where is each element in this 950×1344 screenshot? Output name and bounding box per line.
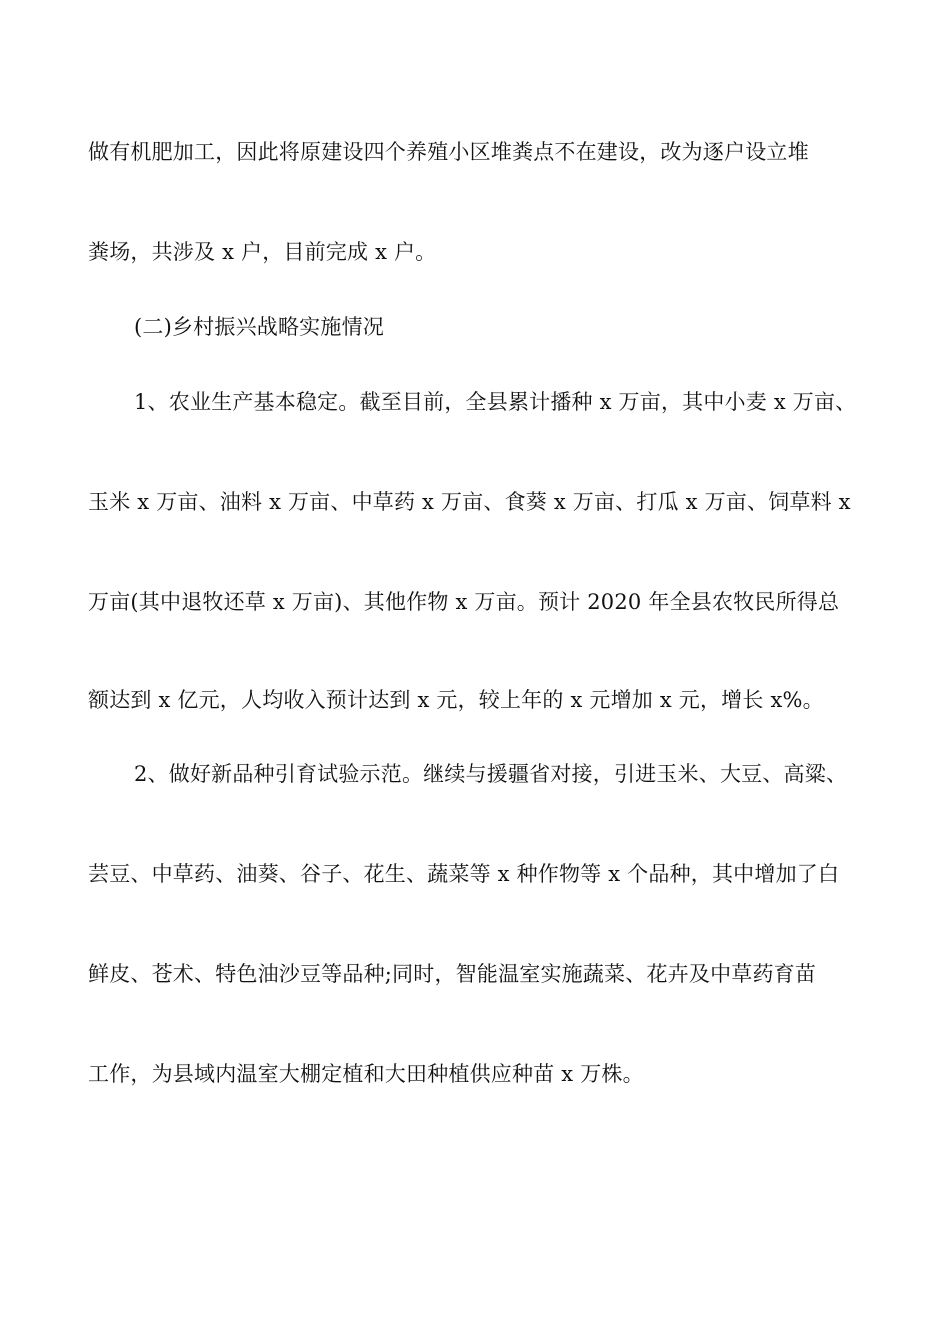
paragraph-line: 万亩(其中退牧还草 x 万亩)、其他作物 x 万亩。预计 2020 年全县农牧民所得总: [88, 590, 840, 614]
paragraph-line: 工作，为县域内温室大棚定植和大田种植供应种苗 x 万株。: [88, 1062, 644, 1086]
paragraph-line: 粪场，共涉及 x 户，目前完成 x 户。: [88, 240, 437, 264]
paragraph-line: 玉米 x 万亩、油料 x 万亩、中草药 x 万亩、食葵 x 万亩、打瓜 x 万亩、饲草料 x: [88, 490, 851, 514]
paragraph-line: 鲜皮、苍术、特色油沙豆等品种;同时，智能温室实施蔬菜、花卉及中草药育苗: [88, 962, 817, 986]
paragraph-line: 2、做好新品种引育试验示范。继续与援疆省对接，引进玉米、大豆、高粱、: [134, 762, 848, 786]
paragraph-line: 芸豆、中草药、油葵、谷子、花生、蔬菜等 x 种作物等 x 个品种，其中增加了白: [88, 862, 840, 886]
section-heading: (二)乡村振兴战略实施情况: [134, 315, 384, 339]
paragraph-line: 做有机肥加工，因此将原建设四个养殖小区堆粪点不在建设，改为逐户设立堆: [88, 140, 809, 164]
paragraph-line: 1、农业生产基本稳定。截至目前，全县累计播种 x 万亩，其中小麦 x 万亩、: [134, 390, 857, 414]
paragraph-line: 额达到 x 亿元，人均收入预计达到 x 元，较上年的 x 元增加 x 元，增长 x%。: [88, 688, 824, 712]
